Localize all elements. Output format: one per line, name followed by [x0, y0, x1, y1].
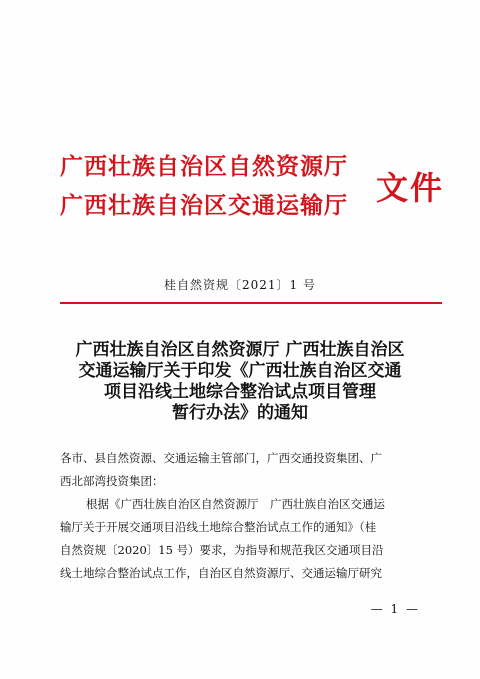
addressee-line: 各市、县自然资源、交通运输主管部门，广西交通投资集团、广 [60, 451, 382, 465]
body-line: 根据《广西壮族自治区自然资源厅 广西壮族自治区交通运 [86, 497, 385, 511]
title-line: 交通运输厅关于印发《广西壮族自治区交通 [78, 361, 402, 381]
issuer-name-2: 广西壮族自治区交通运输厅 [60, 192, 348, 219]
body-paragraph [60, 493, 446, 585]
body-line: 输厅关于开展交通项目沿线土地综合整治试点工作的通知》（桂 [60, 520, 377, 534]
title-line: 广西壮族自治区自然资源厅 广西壮族自治区 [75, 340, 405, 360]
document-number: 桂自然资规〔2021〕1 号 [164, 278, 316, 292]
document-type-label: 文件 [376, 169, 445, 207]
red-divider [60, 302, 442, 304]
addressee [60, 447, 446, 493]
body-line: 线土地综合整治试点工作，自治区自然资源厅、交通运输厅研究 [60, 566, 382, 580]
addressee-line: 西北部湾投资集团： [60, 474, 164, 488]
body-line: 自然资规〔2020〕15 号）要求，为指导和规范我区交通项目沿 [60, 543, 384, 557]
title-line: 项目沿线土地综合整治试点项目管理 [104, 382, 376, 402]
title-line: 暂行办法》的通知 [172, 403, 308, 423]
page-number: — 1 — [370, 602, 420, 616]
document-title [0, 340, 480, 424]
issuer-name-1: 广西壮族自治区自然资源厅 [60, 153, 348, 180]
